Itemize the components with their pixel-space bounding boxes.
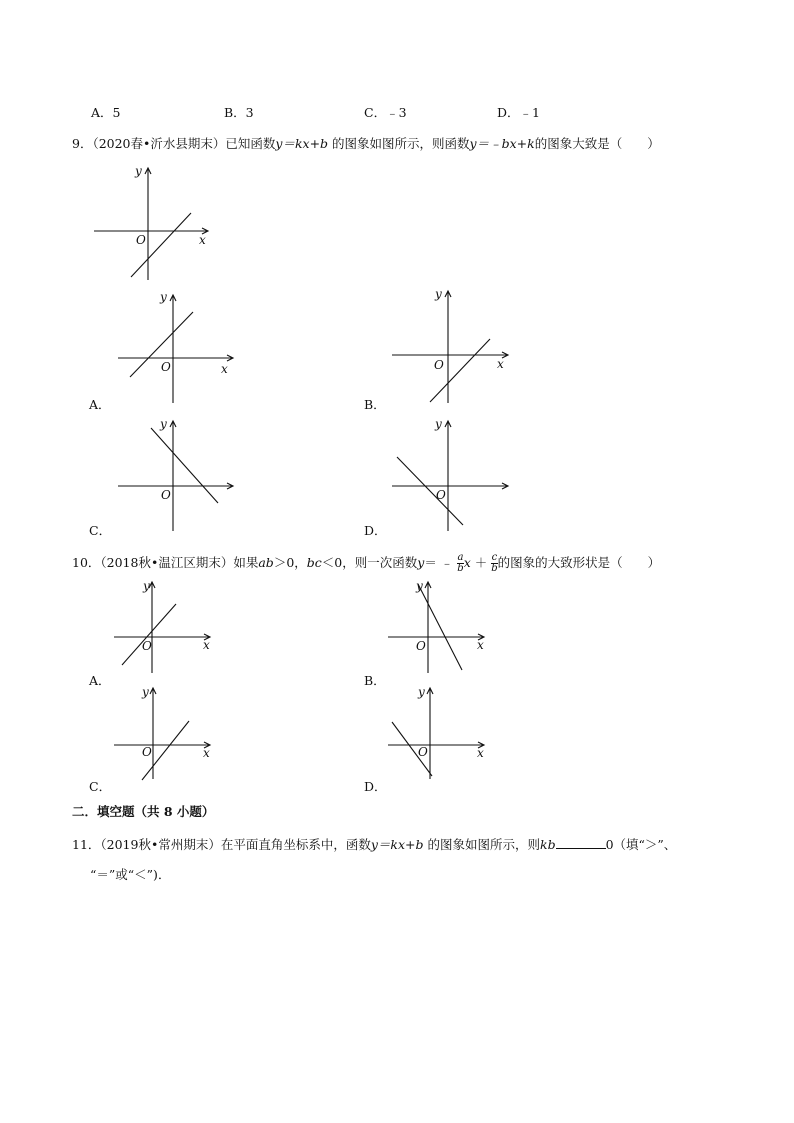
svg-text:O: O bbox=[161, 488, 171, 502]
q8-option-a: A．5 bbox=[91, 105, 121, 120]
q11-stem: 11．（2019秋•常州期末）在平面直角坐标系中，函数y＝kx+b 的图象如图所示，则kb 0（填“＞”、 bbox=[72, 837, 677, 852]
q9-label-d: D． bbox=[364, 523, 387, 538]
q10-label-d: D． bbox=[364, 779, 387, 794]
q10-label-b: B． bbox=[364, 673, 386, 688]
origin-label: O bbox=[136, 233, 146, 247]
q10-graph-c bbox=[112, 684, 222, 779]
q9-graph-c bbox=[115, 415, 245, 533]
svg-text:x: x bbox=[203, 746, 210, 760]
svg-text:y: y bbox=[435, 287, 442, 301]
q10-graph-a bbox=[112, 578, 222, 673]
q8-option-c: C．﹣3 bbox=[364, 105, 407, 120]
q10-graph-d bbox=[386, 684, 496, 779]
q8-option-b: B．3 bbox=[224, 105, 254, 120]
svg-text:x: x bbox=[497, 357, 504, 371]
svg-text:y: y bbox=[435, 417, 442, 431]
svg-text:y: y bbox=[142, 685, 149, 699]
q9-label-a: A． bbox=[89, 397, 111, 412]
axis-y-label: y bbox=[135, 164, 142, 178]
svg-text:x: x bbox=[477, 746, 484, 760]
q9-label-c: C． bbox=[89, 523, 112, 538]
q9-stem: 9．（2020春•沂水县期末）已知函数y＝kx+b 的图象如图所示，则函数y＝﹣bx+k的图象大致是（ ） bbox=[72, 136, 660, 151]
svg-text:O: O bbox=[161, 360, 171, 374]
q10-label-c: C． bbox=[89, 779, 112, 794]
svg-text:O: O bbox=[142, 639, 152, 653]
axis-x-label: x bbox=[199, 233, 206, 247]
q11-stem-line2: “＝”或“＜”)． bbox=[90, 867, 171, 882]
svg-text:y: y bbox=[160, 417, 167, 431]
q9-graph-d bbox=[390, 415, 520, 533]
svg-text:O: O bbox=[436, 488, 446, 502]
section-title: 二．填空题（共 8 小题） bbox=[72, 804, 215, 819]
q9-reference-graph bbox=[90, 160, 220, 285]
svg-text:O: O bbox=[142, 745, 152, 759]
svg-text:y: y bbox=[418, 685, 425, 699]
svg-text:x: x bbox=[477, 638, 484, 652]
q9-graph-a bbox=[115, 287, 245, 407]
svg-text:O: O bbox=[434, 358, 444, 372]
svg-text:x: x bbox=[203, 638, 210, 652]
svg-text:O: O bbox=[418, 745, 428, 759]
q10-label-a: A． bbox=[89, 673, 111, 688]
svg-text:x: x bbox=[221, 362, 228, 376]
svg-text:y: y bbox=[416, 579, 423, 593]
fraction-c-over-b: $\frac{c}{b}$ bbox=[491, 552, 498, 574]
svg-text:y: y bbox=[143, 579, 150, 593]
answer-blank[interactable] bbox=[556, 836, 606, 849]
q10-stem: 10．（2018秋•温江区期末）如果ab＞0，bc＜0，则一次函数y＝ ﹣ $\frac{a}{b}$ x ＋ $\frac{c}{b}$ 的图象的大致形状是（ ） bbox=[72, 552, 661, 574]
fraction-a-over-b: $\frac{a}{b}$ bbox=[457, 552, 464, 574]
q10-graph-b bbox=[386, 578, 496, 673]
q8-option-d: D．﹣1 bbox=[497, 105, 540, 120]
svg-text:O: O bbox=[416, 639, 426, 653]
q9-graph-b bbox=[390, 285, 520, 407]
q9-label-b: B． bbox=[364, 397, 386, 412]
svg-text:y: y bbox=[160, 290, 167, 304]
